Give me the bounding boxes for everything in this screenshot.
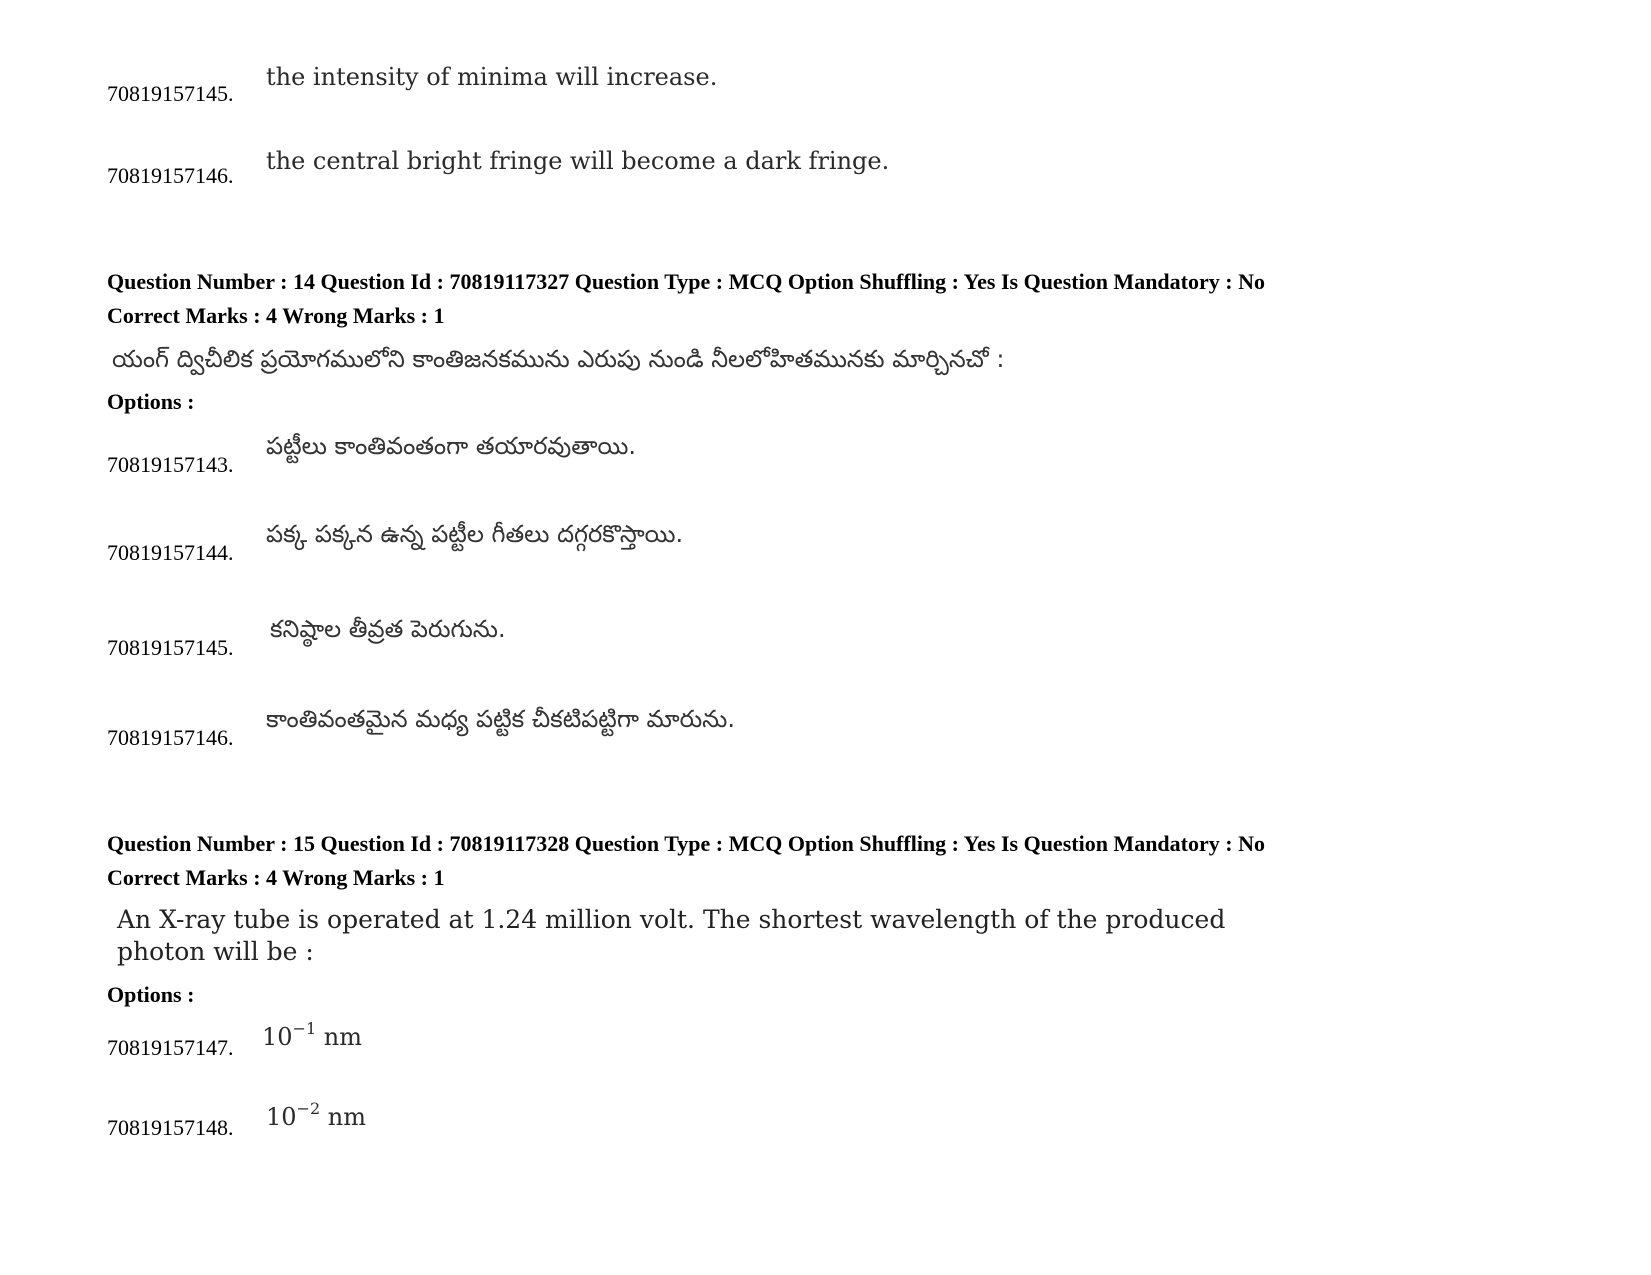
option-math [266,1096,366,1132]
math-unit: nm [327,1103,366,1131]
question-marks: Correct Marks : 4 Wrong Marks : 1 [107,303,445,328]
options-label: Options : [107,982,195,1007]
option-text: కనిష్ఠాల తీవ్రత పెరుగును. [270,615,506,643]
question-stem-continued: photon will be : [117,937,314,966]
math-base: 10 [262,1023,293,1051]
option-id: 70819157147. [107,1035,234,1060]
math-base: 10 [266,1103,297,1131]
option-id: 70819157148. [107,1115,234,1140]
option-id: 70819157144. [107,540,234,565]
option-text: the intensity of minima will increase. [266,63,718,91]
options-label: Options : [107,389,195,414]
math-unit: nm [323,1023,362,1051]
question-stem: An X-ray tube is operated at 1.24 million volt. The shortest wavelength of the produced [117,905,1226,934]
option-math [262,1016,362,1052]
question-header: Question Number : 15 Question Id : 70819117328 Question Type : MCQ Option Shuffling : Yes Is Question Mandatory : No [107,831,1265,856]
option-id: 70819157145. [107,81,234,106]
option-text: the central bright fringe will become a dark fringe. [266,147,890,175]
option-text: పట్టీలు కాంతివంతంగా తయారవుతాయి. [266,432,636,460]
option-id: 70819157146. [107,725,234,750]
question-stem: యంగ్ ద్విచీలిక ప్రయోగములోని కాంతిజనకమును ఎరుపు నుండి నీలలోహితమునకు మార్చినచో : [112,345,1005,373]
math-exponent: −1 [292,1019,317,1038]
option-id: 70819157146. [107,163,234,188]
question-header: Question Number : 14 Question Id : 70819117327 Question Type : MCQ Option Shuffling : Yes Is Question Mandatory : No [107,269,1265,294]
option-id: 70819157145. [107,635,234,660]
question-marks: Correct Marks : 4 Wrong Marks : 1 [107,865,445,890]
math-exponent: −2 [296,1099,321,1118]
option-id: 70819157143. [107,452,234,477]
option-text: పక్క పక్కన ఉన్న పట్టీల గీతలు దగ్గరకొస్తాయి. [266,520,684,548]
option-text: కాంతివంతమైన మధ్య పట్టిక చీకటిపట్టిగా మారును. [266,705,735,733]
